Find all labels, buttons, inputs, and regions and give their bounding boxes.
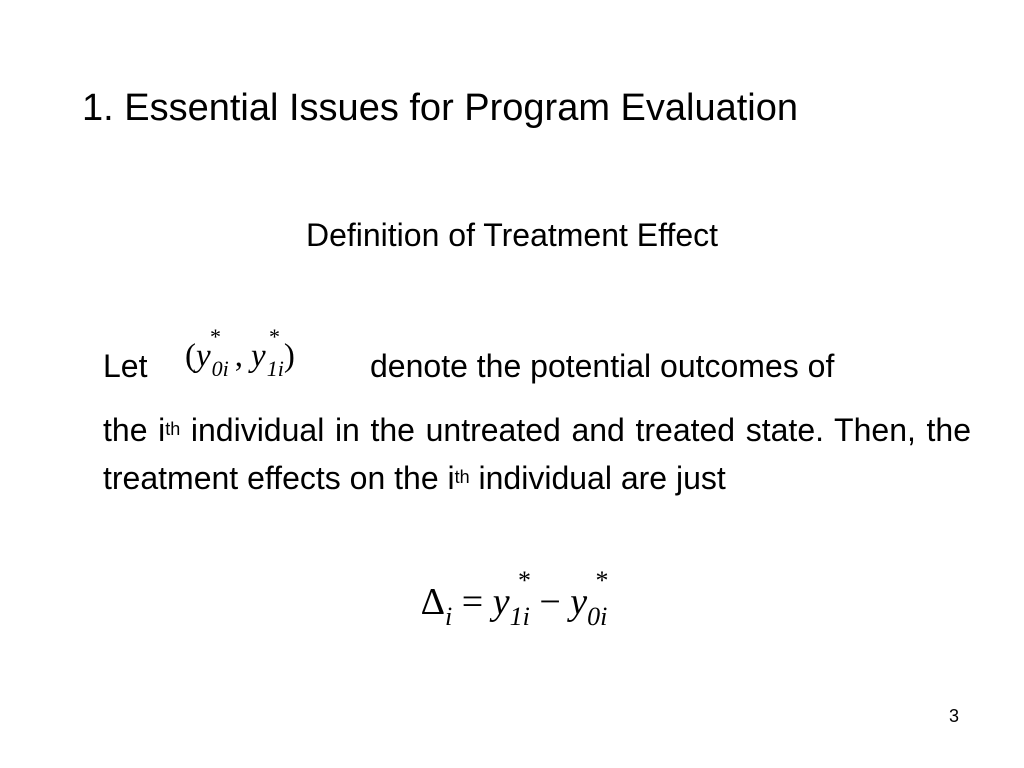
y1-sub-number: 1: [266, 356, 278, 381]
eq-y0-superscript: *: [594, 566, 608, 595]
y0-letter: y: [196, 338, 211, 374]
slide-subtitle: Definition of Treatment Effect: [305, 217, 719, 253]
y1-subscript: [267, 356, 284, 381]
slide-title: 1. Essential Issues for Program Evaluation: [82, 87, 799, 129]
denote-text: denote the potential outcomes of: [370, 348, 835, 384]
open-paren: (: [185, 338, 196, 374]
eq-y1-star-var: [492, 566, 530, 631]
eq-y0-subscript: [587, 602, 607, 631]
y0-sub-index: i: [222, 356, 229, 381]
potential-outcomes-pair: [185, 324, 295, 381]
eq-y1-sub-index: i: [522, 602, 530, 631]
y1-letter: y: [251, 338, 266, 374]
delta-subscript: i: [445, 602, 453, 631]
para-part-1: the i: [103, 412, 166, 448]
minus-sign: −: [529, 581, 571, 623]
y1-sub-index: i: [277, 356, 284, 381]
ordinal-th-1: th: [165, 419, 181, 439]
eq-y1-sub-number: 1: [509, 602, 523, 631]
close-paren: ): [283, 338, 295, 374]
pair-comma: ,: [234, 338, 244, 374]
delta-symbol: Δ: [420, 581, 446, 623]
y0-star-var: [196, 324, 229, 381]
treatment-effect-equation: [0, 566, 1024, 631]
body-first-line: [103, 324, 971, 396]
equals-sign: =: [452, 581, 493, 623]
eq-y0-letter: y: [570, 581, 588, 623]
y1-superscript: *: [269, 324, 281, 349]
equation-content: [420, 566, 608, 631]
eq-y1-superscript: *: [516, 566, 530, 595]
page-number: 3: [949, 706, 960, 726]
ordinal-th-2: th: [454, 467, 470, 487]
y0-subscript: [212, 356, 229, 381]
eq-y0-sub-number: 0: [587, 602, 601, 631]
y1-star-var: [251, 324, 284, 381]
eq-y0-star-var: [570, 566, 608, 631]
body-paragraph: [103, 406, 971, 502]
body-text-block: [103, 324, 972, 502]
para-part-2: individual in the untreated and treated state. Then, the treatment effects on the i: [103, 412, 972, 496]
para-part-3: individual are just: [469, 460, 726, 496]
eq-y1-subscript: [510, 602, 530, 631]
let-word: Let: [103, 348, 148, 384]
eq-y1-letter: y: [492, 581, 510, 623]
y0-superscript: *: [210, 324, 221, 349]
eq-y0-sub-index: i: [600, 602, 608, 631]
y0-sub-number: 0: [211, 356, 223, 381]
